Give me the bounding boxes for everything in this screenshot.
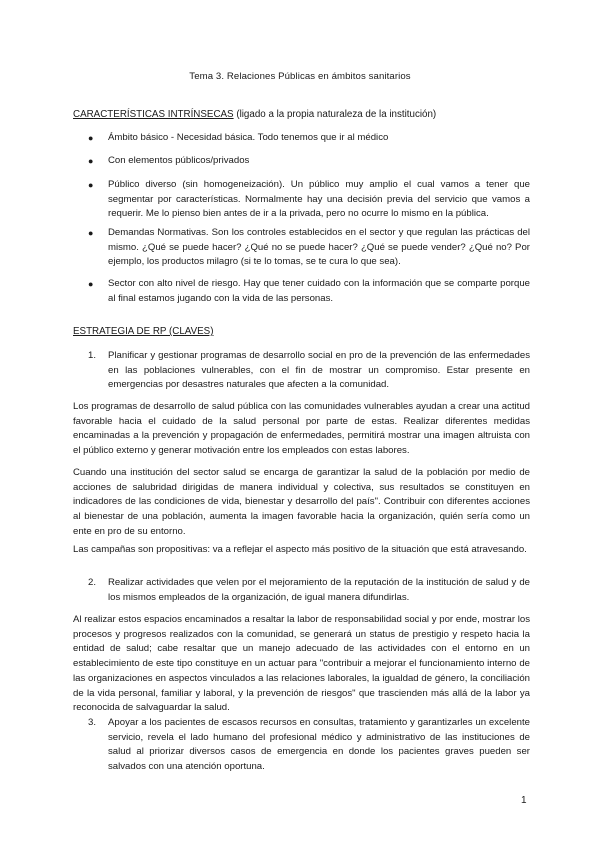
numbered-item: Planificar y gestionar programas de desarrollo social en pro de la prevención de las enfermedades en las poblaciones vulnerables, con el fin de mostrar un compromiso. Estar presente en emergencias por desastres naturales que afecten a la comunidad. [108, 350, 530, 391]
page-number: 1 [521, 795, 527, 806]
list-item: Sector con alto nivel de riesgo. Hay que tener cuidado con la información que se comparte porque al final estamos jugando con la vida de las personas. [108, 278, 530, 304]
section-heading-estrategia [73, 326, 213, 337]
bullet-icon: ● [88, 228, 94, 238]
paragraph: Las campañas son propositivas: va a reflejar el aspecto más positivo de la situación que está atravesando. [73, 544, 527, 555]
numbered-item: Realizar actividades que velen por el mejoramiento de la reputación de la institución de salud y de los mismos empleados de la organización, de igual manera difundirlas. [108, 577, 530, 603]
list-item: Ámbito básico - Necesidad básica. Todo tenemos que ir al médico [108, 132, 389, 143]
list-number: 1. [88, 350, 97, 361]
document-title: Tema 3. Relaciones Públicas en ámbitos sanitarios [189, 71, 411, 82]
section-heading-text: ESTRATEGIA DE RP (CLAVES) [73, 326, 214, 337]
list-item: Con elementos públicos/privados [108, 155, 250, 166]
paragraph: Cuando una institución del sector salud se encarga de garantizar la salud de la población por medio de acciones de salubridad dirigidas de manera individual y colectiva, sus resultados se constituyen en indicadores de las condiciones de vida, bienestar y desarrollo del país". Contribuir con diferentes acciones al bienestar de una población, aumenta la imagen favorable hacia la organización, quién sería como un ente en pro de su entorno. [73, 467, 530, 537]
list-number: 2. [88, 577, 97, 588]
bullet-icon: ● [88, 279, 94, 289]
paragraph: Los programas de desarrollo de salud pública con las comunidades vulnerables ayudan a crear una actitud favorable hacia el cuidado de la salud personal por parte de estas. Realizar diferentes medidas encaminadas a la prevención y propagación de enfermedades, permitirá mostrar una imagen altruista con el público externo y generar motivación entre los empleados con estas labores. [73, 401, 530, 457]
section-heading-note: (ligado a la propia naturaleza de la institución) [233, 109, 437, 120]
paragraph: Al realizar estos espacios encaminados a resaltar la labor de responsabilidad social y por ende, mostrar los procesos y progresos realizados con la comunidad, se generará un status de prestigio y respeto hacia la entidad de salud; cabe resaltar que un manejo adecuado de las actividades con el entorno en un establecimiento de este tipo constituye en un actuar para "contribuir a mejorar el funcionamiento interno de las organizaciones en aspectos vinculados a las relaciones laborales, la igualdad de género, la conciliación de la vida personal, familiar y laboral, y la prevención de riesgos" que trascienden más allá de la labor ya reconocida de salvaguardar la salud. [73, 614, 530, 714]
bullet-icon: ● [88, 156, 94, 166]
section-heading-caracteristicas [73, 109, 436, 120]
list-item: Demandas Normativas. Son los controles establecidos en el sector y que regulan las prácticas del mismo. ¿Qué se puede hacer? ¿Qué no se puede hacer? ¿Qué se puede vender? ¿Qué no? Por ejemplo, los productos milagro (si te lo tomas, se te cura lo que sea). [108, 227, 530, 268]
section-heading-text: CARACTERÍSTICAS INTRÍNSECAS [73, 109, 234, 120]
numbered-item: Apoyar a los pacientes de escasos recursos en consultas, tratamiento y garantizarles un excelente servicio, revela el lado humano del profesional médico y administrativo de las instituciones de salud al priorizar diversos casos de emergencia en donde los pacientes graves pueden ser salvados con una atención oportuna. [108, 717, 530, 773]
list-number: 3. [88, 717, 97, 728]
bullet-icon: ● [88, 133, 94, 143]
list-item: Público diverso (sin homogeneización). Un público muy amplio el cual vamos a tener que segmentar por características. Normalmente hay una decisión previa del servicio que vamos a requerir. Me lo pienso bien antes de ir a la privada, pero no ocurre lo mismo en la pública. [108, 179, 530, 220]
bullet-icon: ● [88, 180, 94, 190]
